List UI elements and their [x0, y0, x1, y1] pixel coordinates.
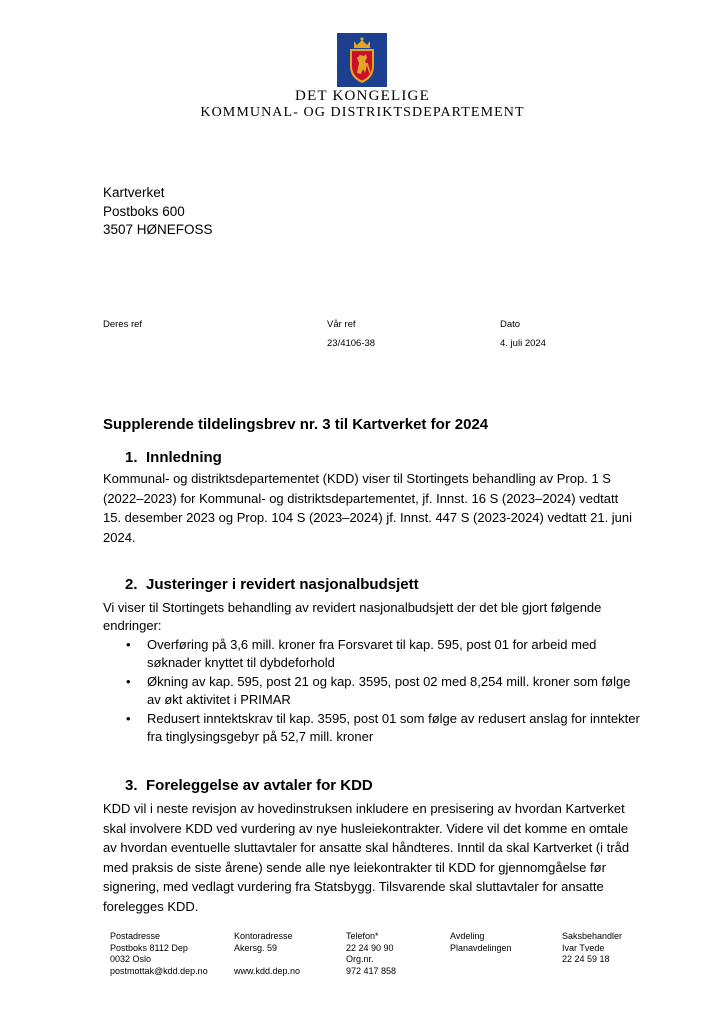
list-item: • Overføring på 3,6 mill. kroner fra Forsvaret til kap. 595, post 01 for arbeid med søknader knyttet til dybdeforhold [126, 637, 597, 670]
recipient-postbox: Postboks 600 [103, 203, 185, 219]
section-heading-3 [125, 777, 373, 794]
recipient-name: Kartverket [103, 185, 165, 200]
footer-website: www.kdd.dep.no [234, 965, 301, 976]
department-header-line1: DET KONGELIGE [295, 88, 430, 104]
body-line: av hvordan eventuelle sluttavtaler for ansatte skal håndteres. Inntil da skal Kartverket (i tråd [103, 840, 630, 855]
footer-telefon: Telefon* 22 24 90 90 Org.nr. 972 417 858 [346, 931, 397, 976]
date-label: Dato [500, 319, 521, 330]
body-line: (2022–2023) for Kommunal- og distriktsdepartementet, jf. Innst. 16 S (2023–2024) vedtatt [103, 490, 619, 506]
section-number: 3. [125, 777, 138, 794]
bullet-icon: • [126, 711, 131, 726]
list-item: • Økning av kap. 595, post 21 og kap. 3595, post 02 med 8,254 mill. kroner som følge av økt aktivitet i PRIMAR [126, 674, 631, 707]
adjustments-list [103, 636, 673, 747]
footer-email: postmottak@kdd.dep.no [110, 965, 208, 976]
var-ref-label: Vår ref [327, 319, 356, 330]
section-body-3 [103, 799, 673, 916]
list-item: • Redusert inntektskrav til kap. 3595, post 01 som følge av redusert anslag for inntekter fra tinglysingsgebyr på 52,7 mill. kroner [126, 711, 640, 744]
body-line: 2024. [103, 529, 136, 545]
section-title: Innledning [146, 449, 222, 466]
bullet-icon: • [126, 637, 131, 652]
recipient-address [103, 184, 213, 240]
coat-of-arms-icon [337, 33, 387, 87]
footer-avdeling: Avdeling Planavdelingen [450, 931, 512, 953]
body-line: signering, med vedlagt vurdering fra Statsbygg. Tilsvarende skal sluttavtaler for ansatte [103, 879, 604, 894]
section-title: Foreleggelse av avtaler for KDD [146, 777, 373, 794]
letter-title: Supplerende tildelingsbrev nr. 3 til Kartverket for 2024 [103, 416, 489, 433]
department-header-line2: KOMMUNAL- OG DISTRIKTSDEPARTEMENT [200, 105, 525, 120]
body-line: endringer: [103, 618, 162, 633]
body-line: forelegges KDD. [103, 898, 199, 914]
body-line: skal involvere KDD ved vurdering av nye husleiekontrakter. Videre vil det komme en omtale [103, 820, 629, 836]
footer-saksbehandler: Saksbehandler Ivar Tvede 22 24 59 18 [562, 931, 623, 964]
date-value: 4. juli 2024 [500, 338, 546, 349]
bullet-icon: • [126, 674, 131, 689]
body-line: Kommunal- og distriktsdepartementet (KDD) viser til Stortingets behandling av Prop. 1 S [103, 471, 611, 486]
section-number: 2. [125, 576, 138, 593]
deres-ref-label: Deres ref [103, 319, 143, 330]
section-heading-2 [125, 576, 419, 593]
section-heading-1 [125, 449, 222, 466]
section-body-1 [103, 469, 673, 547]
footer-postadresse: Postadresse Postboks 8112 Dep 0032 Oslo postmottak@kdd.dep.no [110, 931, 208, 976]
body-line: Vi viser til Stortingets behandling av revidert nasjonalbudsjett der det ble gjort følgende [103, 600, 602, 615]
body-line: 15. desember 2023 og Prop. 104 S (2023–2024) jf. Innst. 447 S (2023-2024) vedtatt 21. juni [103, 510, 633, 525]
section-title: Justeringer i revidert nasjonalbudsjett [146, 576, 419, 593]
var-ref-value: 23/4106-38 [327, 338, 376, 349]
section-body-2 [103, 599, 673, 635]
section-number: 1. [125, 449, 138, 466]
coat-of-arms-logo [337, 33, 387, 87]
body-line: med praksis de siste årene) sende alle nye leiekontrakter til KDD for gjennomgåelse før [103, 859, 606, 875]
body-line: KDD vil i neste revisjon av hovedinstruksen inkludere en presisering av hvordan Kartverket [103, 801, 625, 816]
recipient-postcode: 3507 HØNEFOSS [103, 222, 213, 237]
footer-kontoradresse: Kontoradresse Akersg. 59 www.kdd.dep.no [234, 931, 301, 976]
